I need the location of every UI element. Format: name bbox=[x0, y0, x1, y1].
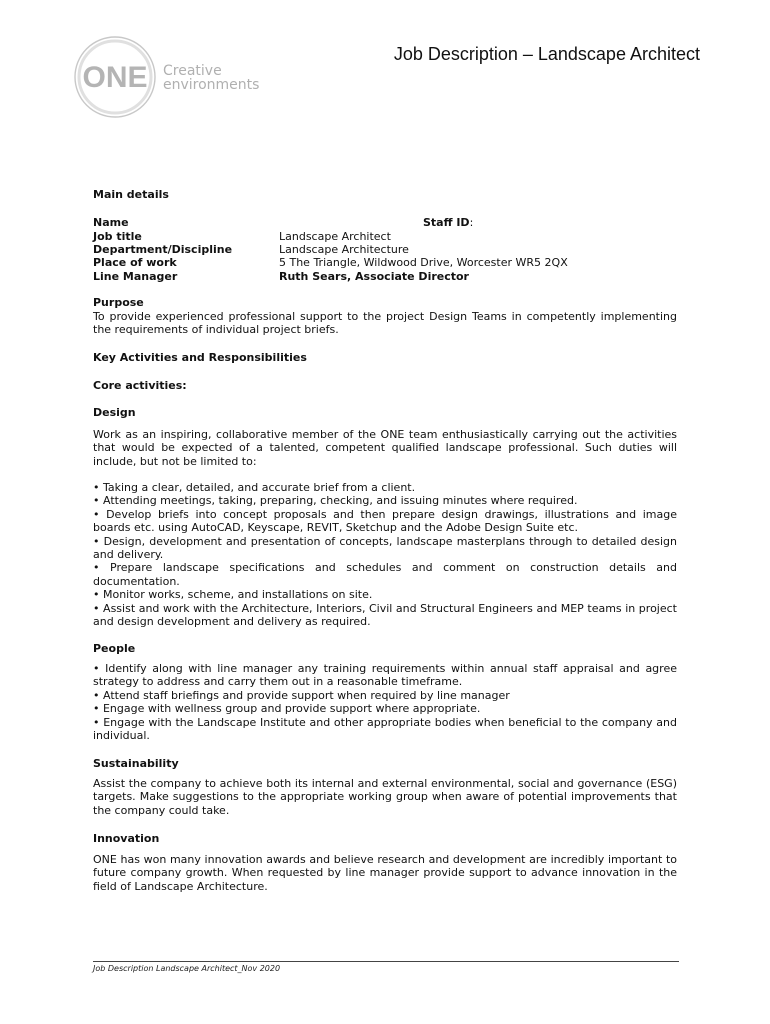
people-bullet: • Engage with wellness group and provide support where appropriate. bbox=[93, 702, 481, 716]
design-bullet: • Develop briefs into concept proposals and then prepare design drawings, illustrations and image boards etc. using AutoCAD, Keyscape, REVIT, Sketchup and the Adobe Design Suite etc. bbox=[93, 507, 677, 535]
document-title: Job Description – Landscape Architect bbox=[393, 44, 700, 64]
people-bullet: • Identify along with line manager any training requirements within annual staff appraisal and agree strategy to address and carry them out in a reasonable timeframe. bbox=[93, 662, 677, 689]
footer-text: Job Description Landscape Architect_Nov 2020 bbox=[93, 964, 281, 973]
label-line-manager: Line Manager bbox=[93, 270, 178, 283]
innovation-heading: Innovation bbox=[93, 832, 160, 845]
staff-id-field bbox=[423, 216, 473, 229]
main-details-heading: Main details bbox=[93, 188, 169, 201]
value-line-manager: Ruth Sears, Associate Director bbox=[279, 270, 469, 283]
key-activities-heading: Key Activities and Responsibilities bbox=[93, 351, 307, 364]
design-intro: Work as an inspiring, collaborative member of the ONE team enthusiastically carrying out the activities that would be expected of a talented, competent qualified landscape professional. Such duties will include, but not be limited to: bbox=[93, 428, 677, 468]
people-heading: People bbox=[93, 642, 136, 655]
design-bullet: • Assist and work with the Architecture, Interiors, Civil and Structural Engineers and MEP teams in project and design development and delivery as required. bbox=[93, 601, 677, 629]
value-job-title: Landscape Architect bbox=[279, 230, 391, 243]
staff-id-colon: : bbox=[469, 216, 474, 229]
value-department: Landscape Architecture bbox=[279, 243, 409, 256]
design-heading: Design bbox=[93, 406, 136, 419]
label-name: Name bbox=[93, 216, 129, 229]
label-job-title: Job title bbox=[93, 230, 142, 243]
logo-line2: environments bbox=[163, 77, 260, 93]
footer-divider bbox=[93, 961, 679, 962]
innovation-text: ONE has won many innovation awards and believe research and development are incredibly important to future company growth. When requested by line manager provide support to advance innovation in the field of Landscape Architecture. bbox=[93, 853, 677, 893]
people-bullet: • Attend staff briefings and provide support when required by line manager bbox=[93, 688, 510, 702]
purpose-heading: Purpose bbox=[93, 296, 144, 309]
design-bullet: • Design, development and presentation of concepts, landscape masterplans through to detailed design and delivery. bbox=[93, 534, 677, 562]
logo-mark: ONE bbox=[82, 61, 148, 94]
label-place-of-work: Place of work bbox=[93, 256, 177, 269]
design-bullet-list bbox=[93, 481, 677, 628]
design-bullet: • Taking a clear, detailed, and accurate brief from a client. bbox=[93, 481, 416, 494]
logo-line1: Creative bbox=[163, 63, 222, 79]
staff-id-label: Staff ID bbox=[423, 216, 470, 229]
people-bullet: • Engage with the Landscape Institute and other appropriate bodies when beneficial to the company and individual. bbox=[93, 715, 677, 743]
value-place-of-work: 5 The Triangle, Wildwood Drive, Worcester WR5 2QX bbox=[279, 256, 568, 269]
sustainability-text: Assist the company to achieve both its internal and external environmental, social and governance (ESG) targets. Make suggestions to the appropriate working group when aware of potential improvements that the company could take. bbox=[93, 777, 677, 817]
core-activities-heading: Core activities: bbox=[93, 379, 187, 392]
sustainability-heading: Sustainability bbox=[93, 757, 179, 770]
design-bullet: • Attending meetings, taking, preparing, checking, and issuing minutes where required. bbox=[93, 494, 578, 508]
label-department: Department/Discipline bbox=[93, 243, 233, 256]
people-bullet-list bbox=[93, 662, 677, 742]
design-bullet: • Monitor works, scheme, and installations on site. bbox=[93, 588, 373, 602]
design-bullet: • Prepare landscape specifications and schedules and comment on construction details and documentation. bbox=[93, 561, 677, 588]
company-logo bbox=[72, 34, 272, 120]
purpose-text: To provide experienced professional support to the project Design Teams in competently implementing the requirements of individual project briefs. bbox=[93, 310, 677, 337]
